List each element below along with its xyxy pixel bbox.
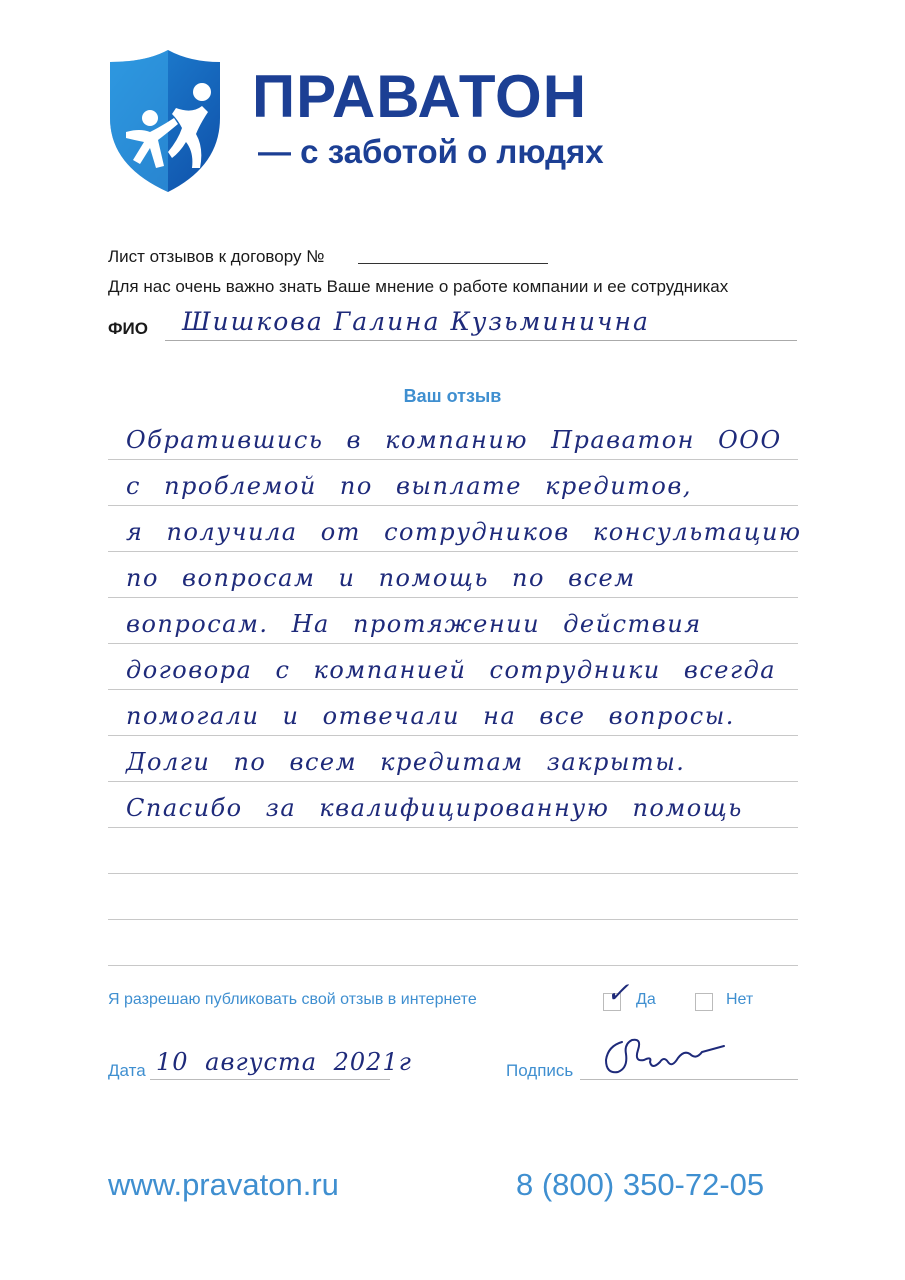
consent-no-checkbox[interactable] <box>695 993 713 1011</box>
review-line <box>108 828 798 874</box>
review-line-text: Спасибо за квалифицированную помощь <box>126 794 743 822</box>
review-line <box>108 460 798 506</box>
review-area <box>108 414 802 966</box>
review-line <box>108 506 802 552</box>
review-line <box>108 736 798 782</box>
date-value: 10 августа 2021г <box>156 1048 412 1076</box>
form-title: Лист отзывов к договору № <box>108 247 325 266</box>
date-line <box>150 1079 390 1080</box>
website-link[interactable]: www.pravaton.ru <box>108 1167 339 1202</box>
brand-name: ПРАВАТОН <box>252 63 588 130</box>
review-line <box>108 690 798 736</box>
consent-text: Я разрешаю публиковать свой отзыв в интернете <box>108 991 477 1008</box>
review-line-text: вопросам. На протяжении действия <box>126 610 702 638</box>
phone-number[interactable]: 8 (800) 350-72-05 <box>516 1167 765 1202</box>
review-line-text: Долги по всем кредитам закрыты. <box>126 748 686 776</box>
signature-label: Подпись <box>506 1061 574 1080</box>
review-line-text: с проблемой по выплате кредитов, <box>126 472 692 500</box>
logo-shield-icon <box>106 48 224 194</box>
review-line-text: договора с компанией сотрудники всегда <box>126 656 777 684</box>
fio-line <box>165 340 797 341</box>
review-line <box>108 414 798 460</box>
form-intro: Для нас очень важно знать Ваше мнение о работе компании и ее сотрудниках <box>108 277 729 296</box>
fio-value: Шишкова Галина Кузьминична <box>182 307 650 336</box>
review-line <box>108 782 798 828</box>
review-line <box>108 920 798 966</box>
review-heading: Ваш отзыв <box>403 386 502 406</box>
signature-icon <box>598 1032 728 1082</box>
review-line <box>108 644 798 690</box>
consent-no-label: Нет <box>726 991 754 1008</box>
review-line-text: по вопросам и помощь по всем <box>126 564 636 592</box>
review-line-text: помогали и отвечали на все вопросы. <box>126 702 735 730</box>
checkmark-icon: ✓ <box>606 976 630 1009</box>
brand-tagline: — с заботой о людях <box>258 133 604 170</box>
contract-number-line <box>358 263 548 264</box>
fio-label: ФИО <box>108 319 148 338</box>
review-line <box>108 598 798 644</box>
review-line-text: я получила от сотрудников консультацию <box>126 518 802 546</box>
consent-yes-label: Да <box>636 991 656 1008</box>
review-line <box>108 874 798 920</box>
date-label: Дата <box>108 1061 146 1080</box>
review-line <box>108 552 798 598</box>
review-line-text: Обратившись в компанию Праватон ООО <box>126 426 782 454</box>
